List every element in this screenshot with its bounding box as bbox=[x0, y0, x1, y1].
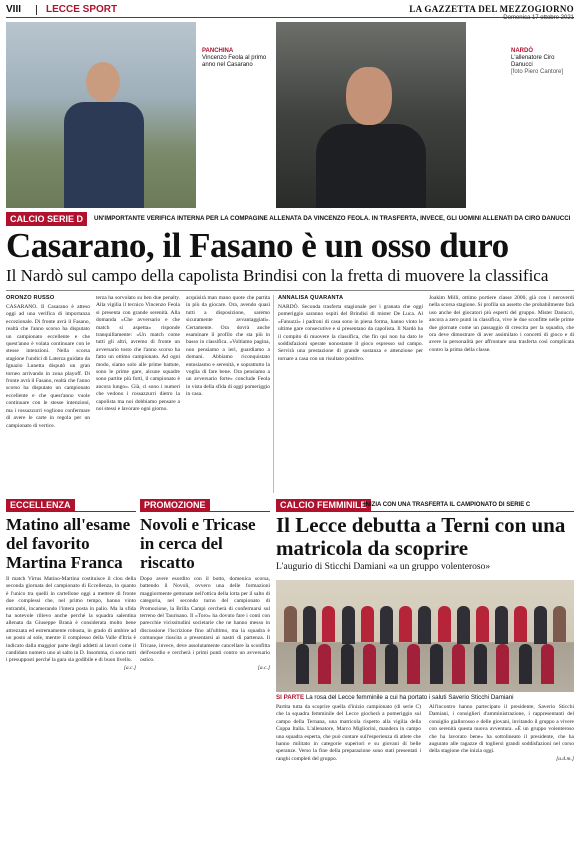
photo-caption-right bbox=[511, 48, 575, 76]
photo-caption-left bbox=[202, 48, 272, 69]
main-column-4 bbox=[278, 295, 423, 495]
photo-figure bbox=[341, 644, 354, 684]
publication-date: Domenica 17 ottobre 2021 bbox=[503, 15, 574, 21]
story-left-body bbox=[6, 576, 136, 838]
article-text: Joakim Milli, ottimo portiere classe 2000, già con i neroverdi nella scorsa stagione. Si profila un assetto che probabilmente farà uso anche dei giocatori più esperti del gruppo. Mister Danucci, ancora a zero punti in classifica, vive le due sconfitte nelle prime due giornate come un passaggio di crescita per la squadra, che ora deve dimostrare di aver assimilato i concetti di gioco e di avere la personalità per affrontare una trasferta così complicata contro la prima della classe. bbox=[429, 295, 574, 353]
story-right-column-2 bbox=[429, 704, 574, 838]
photo-figure bbox=[418, 606, 431, 644]
photo-figure-row bbox=[284, 606, 566, 644]
photo-figure bbox=[296, 644, 309, 684]
author-signature: [a.d.m.] bbox=[556, 755, 574, 762]
photo-figure bbox=[303, 606, 316, 644]
photo-figure-head bbox=[86, 62, 120, 102]
photo-figure bbox=[407, 644, 420, 684]
article-text: Partita tutta da scoprire quella d'inizio campionato (di serie C) che la squadra femminile del Lecce giocherà a pomeriggio sul campo della Ternana, una matricola rispetto alla vigilia della Coppa Italia. L'allenatore, Marco Migliorini, mandera in campo una squadra esperta, che può contare sull'esperienza di atlete che hanno militato in categorie superiori e su giovani di belle speranze. Verso la fine della preparazione sono stati presentati i ranghi completi del gruppo. bbox=[276, 704, 421, 762]
article-text: terza ha sorvolato su ben due penalty. Alla vigilia il tecnico Vincenzo Feola si presenta con grande serenità. Alla domanda «Che avversario e che match si aspetta» risponde tranquillamente: «Un match come tutti gli altri, avremo di fronte un avversario tosto che l'anno scorso ha fatto un ottimo campionato. Ad ogni modo, siamo solo alle prime battute, sono le prime gare, alcune squadre sono partite più forti, il campionato è ancora lungo». Già, ci sono i numeri che vedono i rossazzurri dietro la capolista ma noi dobbiamo pensare a noi stessi e lavorare ogni giorno. bbox=[96, 295, 180, 413]
photo-figure bbox=[476, 606, 489, 642]
byline: ORONZO RUSSO bbox=[6, 295, 55, 301]
main-kicker bbox=[6, 212, 574, 226]
section-label-eccellenza: ECCELLENZA bbox=[6, 499, 75, 512]
main-subheadline: Il Nardò sul campo della capolista Brindisi con la fretta di muovere la classifica bbox=[6, 266, 549, 285]
article-text: Dopo avere esordito con il botto, domenica scorsa, battendo il Novoli, ovvero una delle formazioni maggiormente gettonate nell'ottica della lotta per il salto di categoria, nel secondo turno del campionato di Promozione, la Brilla Campi cercherà di confermarsi sul terreno del Taurisano. Il «Toro» ha dovuto fare i conti con parecchie vicissitudini societarie che ne hanno messo in discussione l'iscrizione fino all'ultimo, ma la squadra è comunque riuscita a presentarsi ai nastri di partenza. Il Tricase, invece, deve assolutamente cancellare la sconfitta dell'esordio e cercherà i primi punti contro un avversario ostico. bbox=[140, 576, 270, 664]
header-separator bbox=[36, 5, 37, 15]
main-headline: Casarano, il Fasano è un osso duro bbox=[6, 226, 509, 265]
coach-danucci-photo bbox=[276, 22, 466, 208]
caption-label: NARDÒ bbox=[511, 48, 533, 54]
photo-figure bbox=[363, 644, 376, 684]
story-right-headline: Il Lecce debutta a Terni con una matricola da scoprire bbox=[276, 513, 566, 560]
byline: ANNALISA QUARANTA bbox=[278, 295, 344, 301]
photo-figure bbox=[380, 606, 393, 644]
photo-figure bbox=[385, 644, 398, 684]
photo-figure-row bbox=[296, 644, 554, 684]
story-right-column-1 bbox=[276, 704, 421, 838]
coach-feola-photo bbox=[6, 22, 196, 208]
main-column-3 bbox=[186, 295, 270, 495]
photo-figure bbox=[457, 606, 470, 644]
caption-text: Vincenzo Feola al primo anno nel Casarano bbox=[202, 55, 267, 68]
article-text: acquisirà man mano quote che partita in più da giocare. Ora, avendo quasi tutti a disposizione, saremo sicuramente avvantaggiati». Certamente. Ora dovrà anche esaminare il profilo che sta più in basso in classifica. «Voltiamo pagina, non pensiamo a ieri, guardiamo a domani. Abbiamo riconquistato entusiasmo e serenità, e soprattutto la voglia di fare bene. Ora pensiamo a un avversario forte» conclude Feola in vista della sfida di oggi pomeriggio in casa. bbox=[186, 295, 270, 398]
photo-figure bbox=[438, 606, 451, 642]
section-note: INIZIA CON UNA TRASFERTA IL CAMPIONATO DI SERIE C bbox=[364, 502, 531, 508]
photo-figure bbox=[514, 606, 527, 642]
team-photo-caption bbox=[276, 694, 574, 701]
photo-figure bbox=[534, 606, 547, 644]
photo-figure bbox=[519, 644, 532, 684]
article-text: NARDÒ. Seconda trasferta stagionale per i granata che oggi pomeriggio saranno ospiti del Brindisi di mister De Luca. Al «Fanuzzi» i padroni di casa sono in piena forma, hanno vinto le ultime gare consecutive e si presentano da capolista. Il Nardò ha il compito di muovere la classifica, che fin qui non ha dato le soddisfazioni sperate nonostante il gioco espresso sul campo. Servirà una prestazione di grande sostanza e attenzione per tornare a casa con un risultato positivo. bbox=[278, 304, 423, 362]
page-header bbox=[6, 4, 574, 18]
main-column-2 bbox=[96, 295, 180, 495]
photo-figure bbox=[322, 606, 335, 642]
photo-credit: [foto Piero Cantore] bbox=[511, 69, 564, 75]
photo-figure bbox=[361, 606, 374, 642]
caption-label: SI PARTE bbox=[276, 694, 305, 701]
article-text: All'incontro hanno partecipato il presidente, Saverio Sticchi Damiani, i consiglieri d'amministrazione, i rappresentanti del consiglio giallorosso e delle giovani, invitando il gruppo a vivere con serenità questa nuova avventura. «È un gruppo volenteroso che ha lavorato bene» ha sottolineato il presidente, che ha augurato alle ragazze di togliersi grandi soddisfazioni nel corso della stagione che inizia oggi. bbox=[429, 704, 574, 755]
story-mid-headline: Novoli e Tricase in cerca del riscatto bbox=[140, 515, 256, 572]
photo-figure bbox=[318, 644, 331, 684]
photo-figure bbox=[452, 644, 465, 684]
photo-figure bbox=[430, 644, 443, 684]
photo-figure bbox=[541, 644, 554, 684]
photo-figure bbox=[474, 644, 487, 684]
section-label-calcio-femminile: CALCIO FEMMINILE bbox=[276, 499, 371, 512]
photo-figure bbox=[316, 124, 426, 208]
section-label-promozione: PROMOZIONE bbox=[140, 499, 210, 512]
author-signature: [a.c.] bbox=[123, 664, 136, 671]
team-photo bbox=[276, 580, 574, 692]
kicker-label: CALCIO SERIE D bbox=[6, 212, 87, 226]
column-rule bbox=[273, 295, 274, 493]
divider bbox=[6, 290, 574, 291]
story-mid-body bbox=[140, 576, 270, 838]
main-column-1 bbox=[6, 295, 90, 495]
caption-text: La rosa del Lecce femminile a cui ha portato i saluti Saverio Sticchi Damiani bbox=[305, 694, 514, 701]
photo-figure bbox=[496, 644, 509, 684]
page-number: VIII bbox=[6, 4, 22, 15]
kicker-text: UN'IMPORTANTE VERIFICA INTERNA PER LA COMPAGINE ALLENATA DA VINCENZO FEOLA. IN TRASFERTA, INVECE, GLI UOMINI ALLENATI DA CIRO DANUCCI bbox=[94, 215, 571, 222]
article-text: Il match Virtus Matino-Martina costituisce il clou della seconda giornata del campionato di Eccellenza, in quanto è l'unico tra quelli in cartellone oggi a mettere di fronte due complessi che, nel primo tempo, hanno vinto entrambi, incamerando l'intera posta in palio. Ma la sfida ha notevole rilievo anche perché la squadra salentina allenata da Giuseppe Branà è considerata molto bene attrezzata ed estremamente robusta, in grado di ambire ad un posto al sole, mentre il complesso della Valle d'Itria è indicato dalla maggior parte degli addetti ai lavori come il candidato numero uno al salto in D. Insomma, ci sono tutti i presupposti perché la gara sia godibile e di buon livello. bbox=[6, 576, 136, 664]
photo-figure bbox=[284, 606, 297, 642]
photo-figure bbox=[64, 102, 144, 208]
section-name: LECCE SPORT bbox=[46, 4, 118, 15]
story-left-headline: Matino all'esame del favorito Martina Franca bbox=[6, 515, 131, 572]
photo-figure bbox=[342, 606, 355, 644]
story-right-subheadline: L'augurio di Sticchi Damiani «a un gruppo volenteroso» bbox=[276, 562, 491, 572]
main-column-5 bbox=[429, 295, 574, 495]
caption-label: PANCHINA bbox=[202, 48, 234, 54]
publication-name: LA GAZZETTA DEL MEZZOGIORNO bbox=[409, 4, 574, 14]
article-text: CASARANO. Il Casarano è atteso oggi ad una verifica di importanza eccezionale. Di fronte avrà il Fasano, realtà che l'anno scorso ha disputato un campionato eccellente e che quest'anno è volata continuare con le stesse intenzioni. Nella scorsa stagione l'undici di Laterza guidato da Ignazio Lunetta disputò un gran torneo arrivando in zona playoff. Di fronte avrà il Fasano, realtà che l'anno scorso ha disputato un campionato eccellente e che quest'anno vuole continuare con le stesse intenzioni, ma i rossazzurri vogliono confermare di avere le carte in regola per un campionato di vertice. bbox=[6, 304, 90, 429]
photo-figure bbox=[399, 606, 412, 642]
photo-figure bbox=[495, 606, 508, 644]
author-signature: [a.c.] bbox=[257, 664, 270, 671]
caption-text: L'allenatore Ciro Danucci bbox=[511, 55, 555, 68]
photo-figure bbox=[553, 606, 566, 642]
photo-figure-head bbox=[346, 67, 392, 125]
